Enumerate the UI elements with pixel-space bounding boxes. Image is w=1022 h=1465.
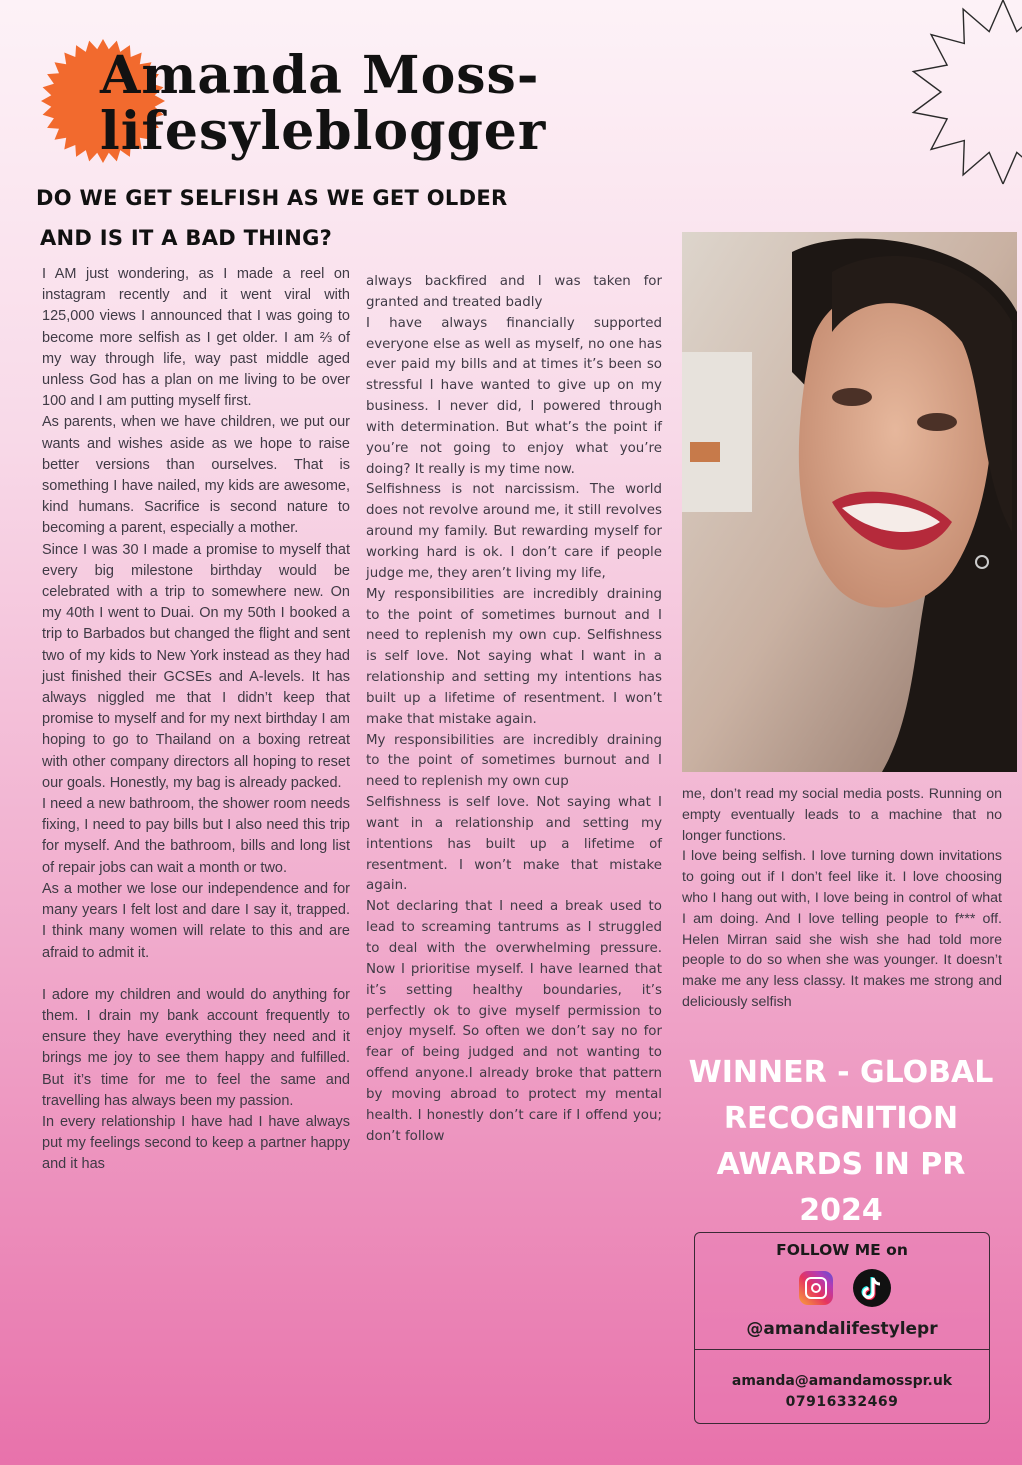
award-banner [680, 1050, 1002, 1234]
divider [695, 1349, 989, 1350]
paragraph: Selfishness is self love. Not saying what I want in a relationship and setting my intentions has built up a lifetime of resentment. I won’t make that mistake again. [366, 795, 662, 894]
headline-line-2: AND IS IT A BAD THING? [40, 226, 333, 250]
title-line-1: Amanda Moss- [100, 45, 540, 106]
paragraph: My responsibilities are incredibly draining to the point of sometimes burnout and I need to replenish my own cup [366, 732, 662, 790]
paragraph: I AM just wondering, as I made a reel on instagram recently and it went viral with 125,000 views I announced that I was going to become more selfish as I get older. I am ⅔ of my way through life, way past middle aged unless God has a plan on me living to be over 100 and I am putting myself first. [42, 266, 350, 410]
paragraph: In every relationship I have had I have always put my feelings second to keep a partner happy and it has [42, 1113, 350, 1173]
paragraph: I need a new bathroom, the shower room needs fixing, I need to pay bills but I also need this trip for myself. And the bathroom, bills and long list of repair jobs can wait a month or two. [42, 796, 350, 876]
article-column-2 [366, 272, 662, 1147]
instagram-icon[interactable] [799, 1271, 833, 1305]
paragraph: My responsibilities are incredibly draining to the point of sometimes burnout and I need to replenish my own cup. Selfishness is self love. Not saying what I want in a relationship and setting my intentions has built up a lifetime of resentment. I won’t make that mistake again. [366, 586, 662, 727]
article-column-3 [682, 784, 1002, 1013]
author-photo [682, 232, 1017, 772]
paragraph: As a mother we lose our independence and for many years I felt lost and dare I say it, trapped. I think many women will relate to this and are afraid to admit it. [42, 880, 350, 961]
tiktok-icon[interactable] [853, 1269, 891, 1307]
paragraph: As parents, when we have children, we put our wants and wishes aside as we hope to raise better versions than ourselves. That is something I have nailed, my kids are awesome, kind humans. Sacrifice is second nature to becoming a parent, especially a mother. [42, 414, 350, 537]
follow-me-box [694, 1232, 990, 1424]
paragraph: Not declaring that I need a break used to lead to screaming tantrums as I struggled to deal with the overwhelming pressure. Now I prioritise myself. I have learned that it’s setting healthy boundaries, it’s perfectly ok to give myself permission to enjoy myself. So often we don’t say no for fear of being judged and not wanting to offend anyone.I already broke that pattern by moving abroad to protect my mental health. I honestly don’t care if I offend you; don’t follow [366, 899, 662, 1144]
award-line: 2024 [799, 1193, 883, 1228]
award-line: WINNER - GLOBAL [688, 1055, 994, 1090]
paragraph: me, don’t read my social media posts. Running on empty eventually leads to a machine that no longer functions. [682, 786, 1002, 844]
paragraph: I love being selfish. I love turning down invitations to going out if I don’t feel like it. I love choosing who I hang out with, I love being in control of what I am doing. And I love telling people to f*** off. Helen Mirran said she wish she had told more people to do so when she was younger. It doesn’t make me any less classy. It makes me strong and deliciously selfish [682, 848, 1002, 1010]
decorative-squiggle-icon [898, 0, 1022, 185]
award-line: AWARDS IN PR [716, 1147, 966, 1182]
headline-line-1: DO WE GET SELFISH AS WE GET OLDER [36, 186, 508, 210]
social-handle[interactable]: @amandalifestylepr [746, 1319, 938, 1339]
email-link[interactable]: amanda@amandamosspr.uk [731, 1373, 953, 1389]
phone-number[interactable]: 07916332469 [785, 1394, 899, 1410]
page-title [100, 45, 547, 162]
paragraph: I have always financially supported everyone else as well as myself, no one has ever paid my bills and at times it’s been so stressful I have wanted to give up on my business. I never did, I powered through with determination. But what’s the point if you’re not going to enjoy what you’re doing? It really is my time now. [366, 315, 662, 477]
paragraph: Selfishness is not narcissism. The world does not revolve around me, it still revolves around my family. But rewarding myself for working hard is ok. I don’t care if people judge me, they aren’t living my life, [366, 482, 662, 581]
paragraph: I adore my children and would do anything for them. I drain my bank account frequently to ensure they have everything they need and it brings me joy to see them happy and fulfilled. But it’s time for me to feel the same and travelling has always been my passion. [42, 986, 350, 1109]
follow-title: FOLLOW ME on [776, 1241, 908, 1259]
paragraph: Since I was 30 I made a promise to myself that every big milestone birthday would be celebrated with a trip to somewhere new. On my 40th I went to Duai. On my 50th I booked a trip to Barbados but changed the flight and sent two of my kids to New York instead as they had just finished their GCSEs and A-levels. It has always niggled me that I didn’t keep that promise to myself and for my next birthday I am hoping to go to Thailand on a boxing retreat with other company directors all hoping to reset our goals. Honestly, my bag is already packed. [42, 541, 350, 791]
title-line-2: lifesyleblogger [100, 101, 547, 162]
article-column-1 [42, 264, 350, 1176]
award-line: RECOGNITION [723, 1101, 959, 1136]
paragraph: always backfired and I was taken for granted and treated badly [366, 274, 662, 310]
